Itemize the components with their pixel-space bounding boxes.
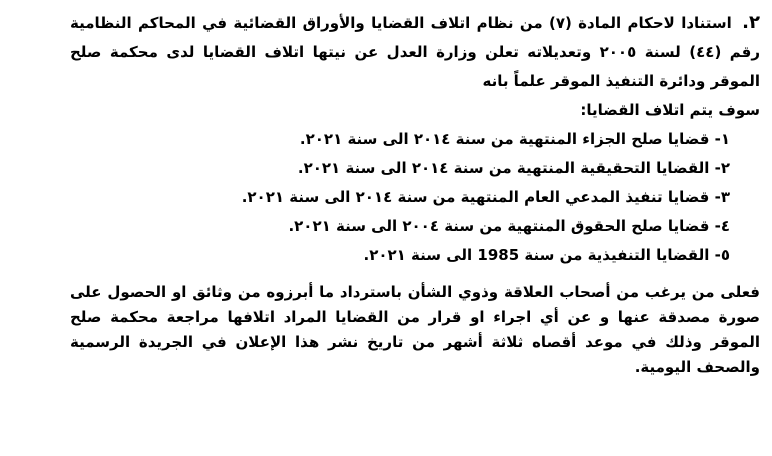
list-item: ٢- القضايا التحقيقية المنتهية من سنة ٢٠١٤ الى سنة ٢٠٢١. bbox=[297, 159, 730, 177]
section-number: ٢. bbox=[742, 12, 760, 33]
intro-text: استنادا لاحكام المادة (٧) من نظام اتلاف القضايا والأوراق القضائية في المحاكم النظامية رقم (٤٤) لسنة ٢٠٠٥ وتعديلاته تعلن وزارة العدل عن نيتها اتلاف القضايا لدى محكمة صلح الموقر ودائرة التنفيذ الموقر علماً بانه bbox=[70, 14, 760, 90]
list-item: ٥- القضايا التنفيذية من سنة 1985 الى سنة ٢٠٢١. bbox=[363, 246, 730, 264]
case-list bbox=[70, 125, 760, 270]
list-item: ٣- قضايا تنفيذ المدعي العام المنتهية من سنة ٢٠١٤ الى سنة ٢٠٢١. bbox=[241, 188, 730, 206]
list-item: ٤- قضايا صلح الحقوق المنتهية من سنة ٢٠٠٤ الى سنة ٢٠٢١. bbox=[288, 217, 730, 235]
closing-paragraph: فعلى من يرغب من أصحاب العلاقة وذوي الشأن باسترداد ما أبرزوه من وثائق او الحصول على صورة مصدقة عنها و عن أي اجراء او قرار من القضايا المراد اتلافها مراجعة محكمة صلح الموقر وذلك في موعد أقصاه ثلاثة أشهر من تاريخ نشر هذا الإعلان في الجريدة الرسمية والصحف اليومية. bbox=[70, 283, 760, 376]
list-item: ١- قضايا صلح الجزاء المنتهية من سنة ٢٠١٤ الى سنة ٢٠٢١. bbox=[299, 130, 730, 148]
lead-line: سوف يتم اتلاف القضايا: bbox=[580, 101, 760, 119]
announcement-section bbox=[70, 8, 760, 395]
intro-paragraph bbox=[70, 8, 760, 96]
